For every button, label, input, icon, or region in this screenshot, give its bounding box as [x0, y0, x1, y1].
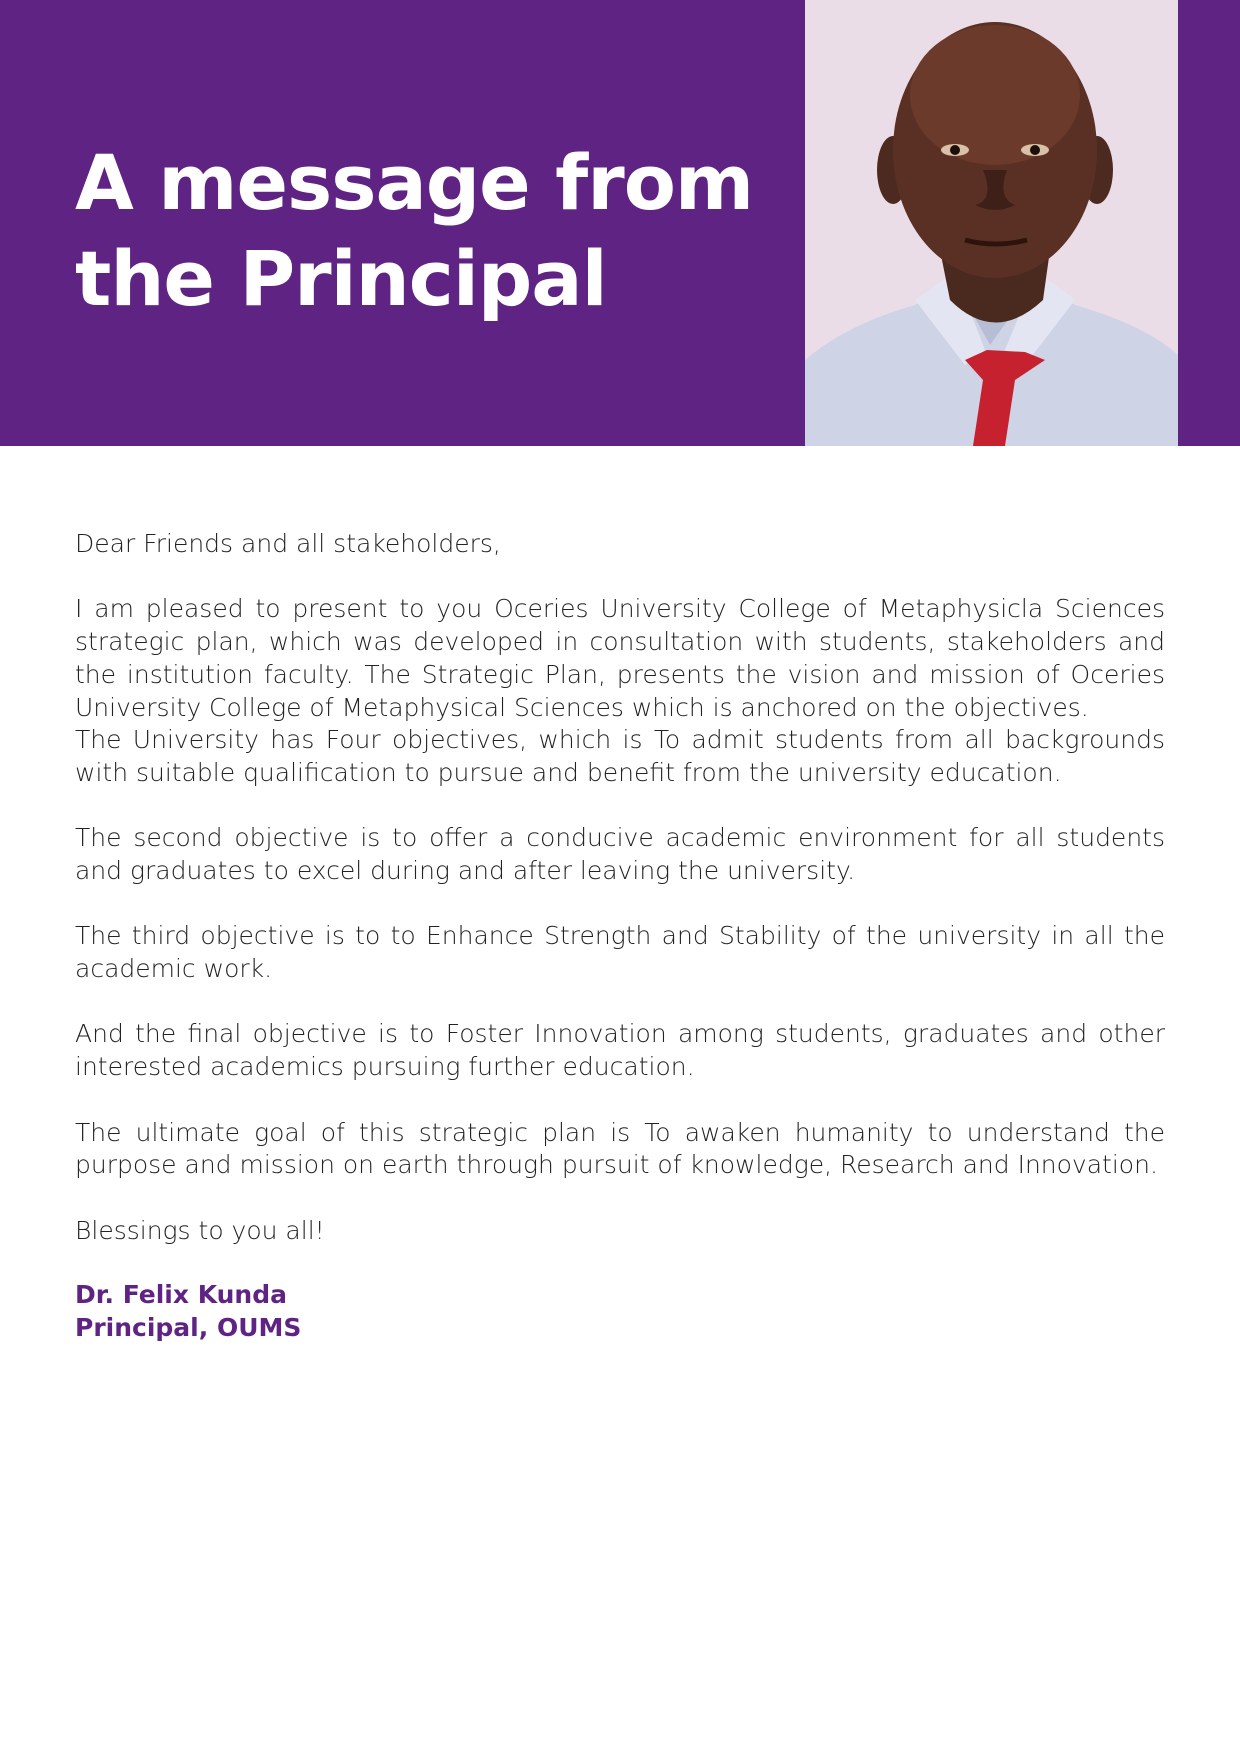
paragraph-intro: I am pleased to present to you Oceries University College of Metaphysicla Sciences strategic plan, which was developed in consultation with students, stakeholders and the institution faculty. The Strategic Plan, presents the vision and mission of Oceries University College of Metaphysical Sciences which is anchored on the objectives. — [75, 594, 1165, 722]
letter-body — [75, 528, 1165, 1345]
salutation: Dear Friends and all stakeholders, — [75, 529, 501, 558]
paragraph-goal: The ultimate goal of this strategic plan is To awaken humanity to understand the purpose and mission on earth through pursuit of knowledge, Research and Innovation. — [75, 1117, 1165, 1180]
signature-block — [75, 1279, 1165, 1344]
signatory-title: Principal, OUMS — [75, 1313, 302, 1343]
principal-photo — [805, 0, 1178, 446]
paragraph-objective-2: The second objective is to offer a conducive academic environment for all students and graduates to excel during and after leaving the university. — [75, 823, 1165, 885]
paragraph-objective-4: And the final objective is to Foster Innovation among students, graduates and other interested academics pursuing further education. — [75, 1019, 1165, 1082]
closing: Blessings to you all! — [75, 1215, 325, 1245]
title-line-2: the Principal — [75, 234, 607, 323]
header-banner — [0, 0, 1240, 446]
title-line-1: A message from — [75, 138, 754, 227]
signatory-name: Dr. Felix Kunda — [75, 1280, 287, 1310]
paragraph-objective-3: The third objective is to to Enhance Strength and Stability of the university in all the academic work. — [75, 921, 1165, 984]
page-title — [75, 135, 775, 327]
paragraph-objective-1: The University has Four objectives, which is To admit students from all backgrounds with suitable qualification to pursue and benefit from the university education. — [75, 725, 1165, 787]
